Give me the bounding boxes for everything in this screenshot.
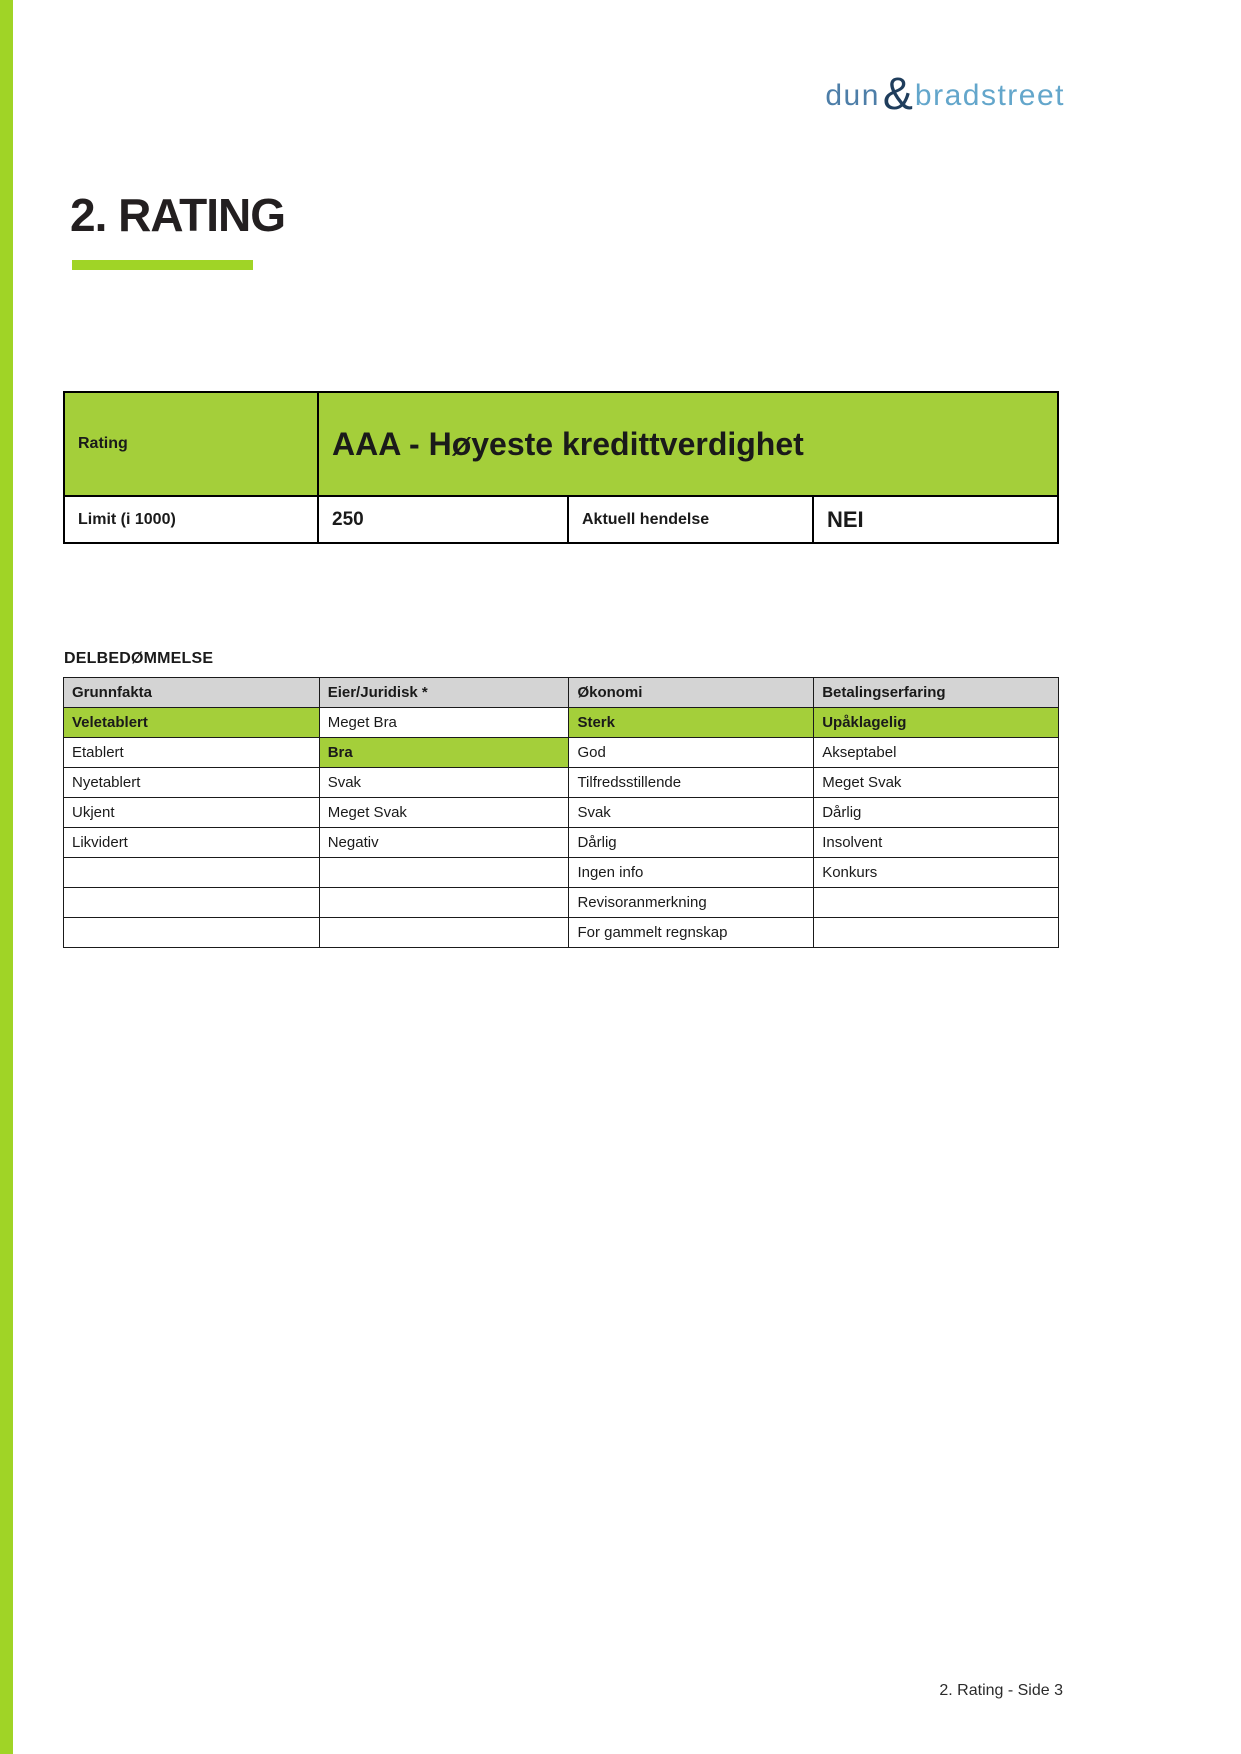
grade-cell: Tilfredsstillende: [569, 768, 814, 798]
column-header: Økonomi: [569, 678, 814, 708]
selected-grade-cell: Upåklagelig: [814, 708, 1059, 738]
delbedommelse-header-row: [64, 678, 1059, 708]
rating-value: AAA - Høyeste kredittverdighet: [332, 425, 804, 462]
rating-table-limit-row: [65, 497, 1057, 542]
grade-cell: Ingen info: [569, 858, 814, 888]
grade-cell: [64, 888, 320, 918]
rating-table-header-row: [65, 393, 1057, 497]
grade-cell: Revisoranmerkning: [569, 888, 814, 918]
title-underline: [72, 260, 253, 270]
grade-cell: Insolvent: [814, 828, 1059, 858]
column-header: Eier/Juridisk *: [319, 678, 569, 708]
grade-cell: [319, 858, 569, 888]
grade-cell: Likvidert: [64, 828, 320, 858]
table-row: [64, 738, 1059, 768]
grade-cell: [319, 888, 569, 918]
grade-cell: [814, 918, 1059, 948]
grade-cell: Dårlig: [814, 798, 1059, 828]
limit-label: Limit (i 1000): [65, 497, 319, 542]
logo-text-dun: dun: [825, 79, 880, 112]
grade-cell: [64, 918, 320, 948]
grade-cell: God: [569, 738, 814, 768]
grade-cell: Ukjent: [64, 798, 320, 828]
table-row: [64, 918, 1059, 948]
rating-table: [63, 391, 1059, 544]
event-value: NEI: [827, 506, 864, 532]
left-accent-bar: [0, 0, 13, 1754]
grade-cell: [814, 888, 1059, 918]
grade-cell: Negativ: [319, 828, 569, 858]
grade-cell: Nyetablert: [64, 768, 320, 798]
dun-bradstreet-logo: [820, 66, 1065, 126]
grade-cell: Svak: [319, 768, 569, 798]
event-label: Aktuell hendelse: [569, 497, 814, 542]
grade-cell: For gammelt regnskap: [569, 918, 814, 948]
section-heading-delbedommelse: DELBEDØMMELSE: [64, 650, 214, 667]
grade-cell: Etablert: [64, 738, 320, 768]
column-header: Betalingserfaring: [814, 678, 1059, 708]
selected-grade-cell: Bra: [319, 738, 569, 768]
table-row: [64, 798, 1059, 828]
grade-cell: Meget Svak: [814, 768, 1059, 798]
grade-cell: [64, 858, 320, 888]
delbedommelse-table: [63, 677, 1059, 948]
rating-label: Rating: [65, 393, 319, 495]
logo-text-bradstreet: bradstreet: [914, 79, 1065, 112]
table-row: [64, 708, 1059, 738]
grade-cell: Meget Svak: [319, 798, 569, 828]
grade-cell: [319, 918, 569, 948]
table-row: [64, 768, 1059, 798]
logo-ampersand-icon: &: [882, 68, 913, 119]
grade-cell: Svak: [569, 798, 814, 828]
limit-value: 250: [319, 497, 569, 542]
grade-cell: Meget Bra: [319, 708, 569, 738]
selected-grade-cell: Veletablert: [64, 708, 320, 738]
grade-cell: Konkurs: [814, 858, 1059, 888]
grade-cell: Akseptabel: [814, 738, 1059, 768]
grade-cell: Dårlig: [569, 828, 814, 858]
page-footer: 2. Rating - Side 3: [939, 1682, 1063, 1699]
table-row: [64, 858, 1059, 888]
table-row: [64, 828, 1059, 858]
selected-grade-cell: Sterk: [569, 708, 814, 738]
page-title: 2. RATING: [70, 189, 286, 241]
table-row: [64, 888, 1059, 918]
column-header: Grunnfakta: [64, 678, 320, 708]
